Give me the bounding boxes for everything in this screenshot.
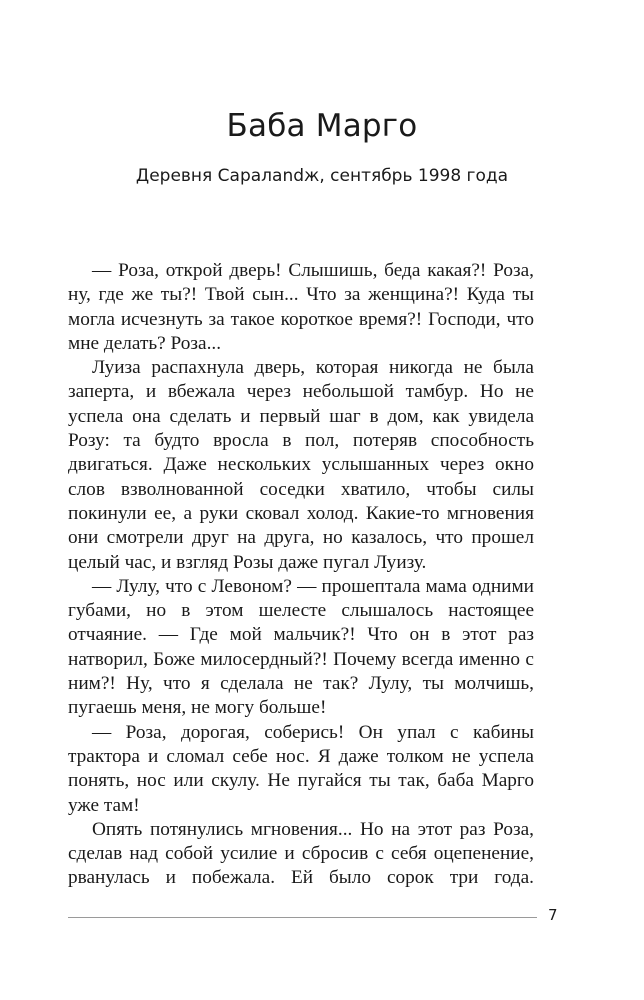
paragraph: — Роза, открой дверь! Слышишь, беда какая?! Роза, ну, где же ты?! Твой сын... Что за женщина?! Куда ты могла исчезнуть за такое короткое время?! Господи, что мне делать? Роза... [68, 260, 534, 354]
paragraph: Луиза распахнула дверь, которая никогда не была заперта, и вбежала через небольшой тамбур. Но не успела она сделать и первый шаг в дом, как увидела Розу: та будто вросла в пол, потеряв способность двигаться. Даже нескольких услышанных через окно слов взволнованной соседки хватило, чтобы силы покинули ее, а руки сковал холод. Какие-то мгновения они смотрели друг на друга, но казалось, что прошел целый час, и взгляд Розы даже пугал Луизу. [68, 357, 534, 573]
paragraph: — Лулу, что с Левоном? — прошептала мама одними губами, но в этом шелесте слышалось настоящее отчаяние. — Где мой мальчик?! Что он в этот раз натворил, Боже милосердный?! Почему всегда именно с ним?! Ну, что я сделала не так? Лулу, ты молчишь, пугаешь меня, не могу больше! [68, 575, 534, 719]
page-number: 7 [548, 906, 558, 924]
footer-rule [68, 917, 537, 918]
body-text [68, 259, 534, 891]
chapter-subtitle: Деревня Саралandж, сентябрь 1998 года [135, 166, 509, 186]
paragraph: Опять потянулись мгновения... Но на этот раз Роза, сделав над собой усилие и сбросив с себя оцепенение, рванулась и побежала. Ей было сорок три года. [68, 818, 534, 889]
chapter-title: Баба Марго [226, 108, 418, 144]
paragraph: — Роза, дорогая, соберись! Он упал с кабины трактора и сломал себе нос. Я даже толком не успела понять, нос или скулу. Не пугайся ты так, баба Марго уже там! [68, 721, 534, 816]
